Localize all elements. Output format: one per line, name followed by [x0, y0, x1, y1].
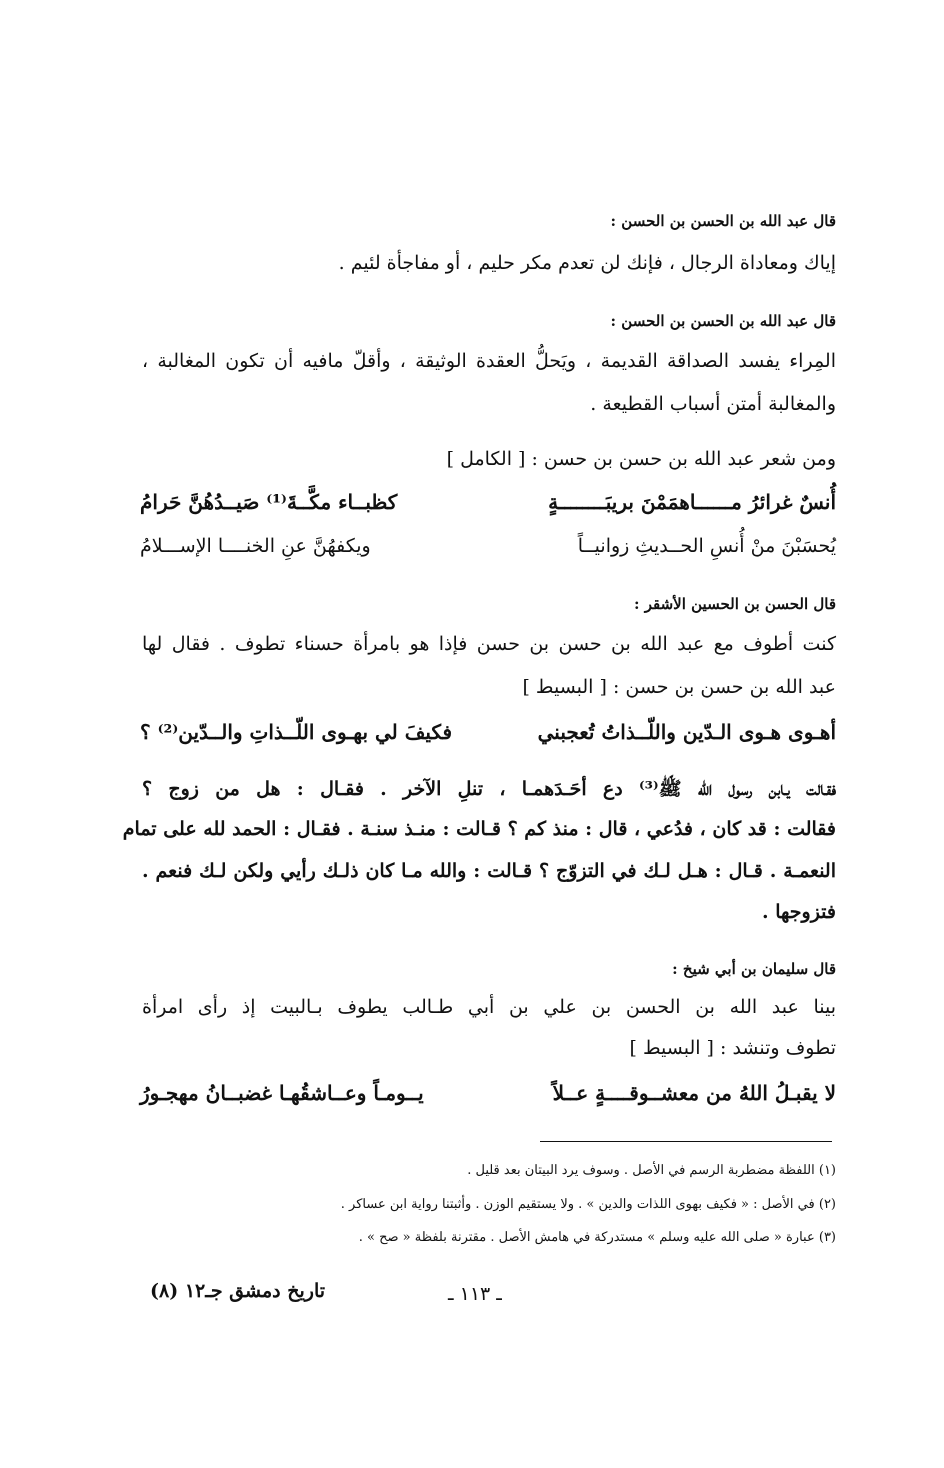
- paragraph: إياك ومعاداة الرجال ، فإنك لن تعدم مكر حليم ، أو مفاجأة لئيم .: [338, 252, 836, 274]
- paragraph-line: فقـالت يـابن رسول الله ﷺ⁽³⁾ دع أحَـدَهمـا ، تنلِ الآخر . فقـال : هل من زوج ؟: [142, 778, 836, 800]
- paragraph-line: تطوف وتنشد : [ البسيط ]: [629, 1037, 836, 1059]
- footnote-divider: [540, 1141, 832, 1142]
- paragraph-line: المِراء يفسد الصداقة القديمة ، ويَحلُّ العقدة الوثيقة ، وأقلّ مافيه أن تكون المغالبة ،: [142, 350, 836, 372]
- paragraph-line: فتزوجها .: [762, 901, 836, 923]
- footnote: (٣) عبارة « صلى الله عليه وسلم » مستدركة في هامش الأصل . مقترنة بلفظة « صح » .: [358, 1230, 836, 1245]
- paragraph-line: والمغالبة أمتن أسباب القطيعة .: [590, 393, 836, 415]
- paragraph-line: كنت أطوف مع عبد الله بن حسن بن حسن فإذا هو بامرأة حسناء تطوف . فقال لها: [142, 633, 836, 655]
- section-heading: قال سليمان بن أبي شيخ :: [672, 960, 836, 978]
- poem-verse: [140, 490, 836, 526]
- poem-verse: [140, 720, 836, 756]
- poem-verse: [140, 1081, 836, 1117]
- verse-first-hemistich: لا يقبـلُ اللهُ من معشــوقــــةٍ عــلاً: [552, 1081, 836, 1105]
- verse-second-hemistich: فكيفَ لي بهـوى اللّــذاتِ والــدّين⁽²⁾ ؟: [140, 720, 453, 744]
- paragraph-line: فقالت : قد كان ، فدُعي ، قال : منذ كم ؟ قـالت : منـذ سنـة . فقـال : الحمد لله على تمام: [122, 818, 836, 840]
- verse-second-hemistich: يــومـاً وعــاشقُهـا غضبــانُ مهجـورُ: [140, 1081, 424, 1105]
- page-number: ـ ١١٣ ـ: [448, 1283, 502, 1305]
- verse-second-hemistich: ويكفهُنَّ عنِ الخنــــا الإســـلامُ: [140, 535, 371, 557]
- paragraph-line: النعمـة . قـال : هـل لـك في التزوّج ؟ قـالت : والله مـا كان ذلـك رأيي ولكن لـك فنعم .: [142, 860, 836, 882]
- section-heading: قال الحسن بن الحسين الأشقر :: [633, 595, 836, 613]
- book-reference: تاريخ دمشق جـ١٢ (٨): [150, 1280, 326, 1302]
- verse-second-hemistich: كظبــاء مكَّــةَ⁽¹⁾ صَيــدُهُنَّ حَرامُ: [140, 490, 398, 514]
- footnote: (٢) في الأصل : « فكيف بهوى اللذات والدين » . ولا يستقيم الوزن . وأثبتنا رواية ابن عساكر .: [340, 1197, 836, 1212]
- paragraph-line: بينا عبد الله بن الحسن بن علي بن أبي طـالب يطوف بـالبيت إذ رأى امرأة: [142, 996, 836, 1018]
- poem-intro: ومن شعر عبد الله بن حسن بن حسن : [ الكامل ]: [446, 448, 836, 470]
- section-heading: قال عبد الله بن الحسن بن الحسن :: [610, 212, 836, 230]
- footnote: (١) اللفظة مضطربة الرسم في الأصل . وسوف يرد البيتان بعد قليل .: [467, 1163, 836, 1178]
- verse-first-hemistich: يُحسَبْنَ منْ أُنسِ الحــديثِ زوانيــاً: [577, 535, 836, 557]
- verse-first-hemistich: أهـوى هـوى الـدّين واللّــذاتُ تُعجبني: [537, 720, 836, 744]
- paragraph-line: عبد الله بن حسن بن حسن : [ البسيط ]: [522, 676, 836, 698]
- section-heading: قال عبد الله بن الحسن بن الحسن :: [610, 312, 836, 330]
- poem-verse: [140, 535, 836, 571]
- verse-first-hemistich: أُنسٌ غرائرُ مــــــاهمَمْنَ بريبَــــــــةٍ: [548, 490, 836, 514]
